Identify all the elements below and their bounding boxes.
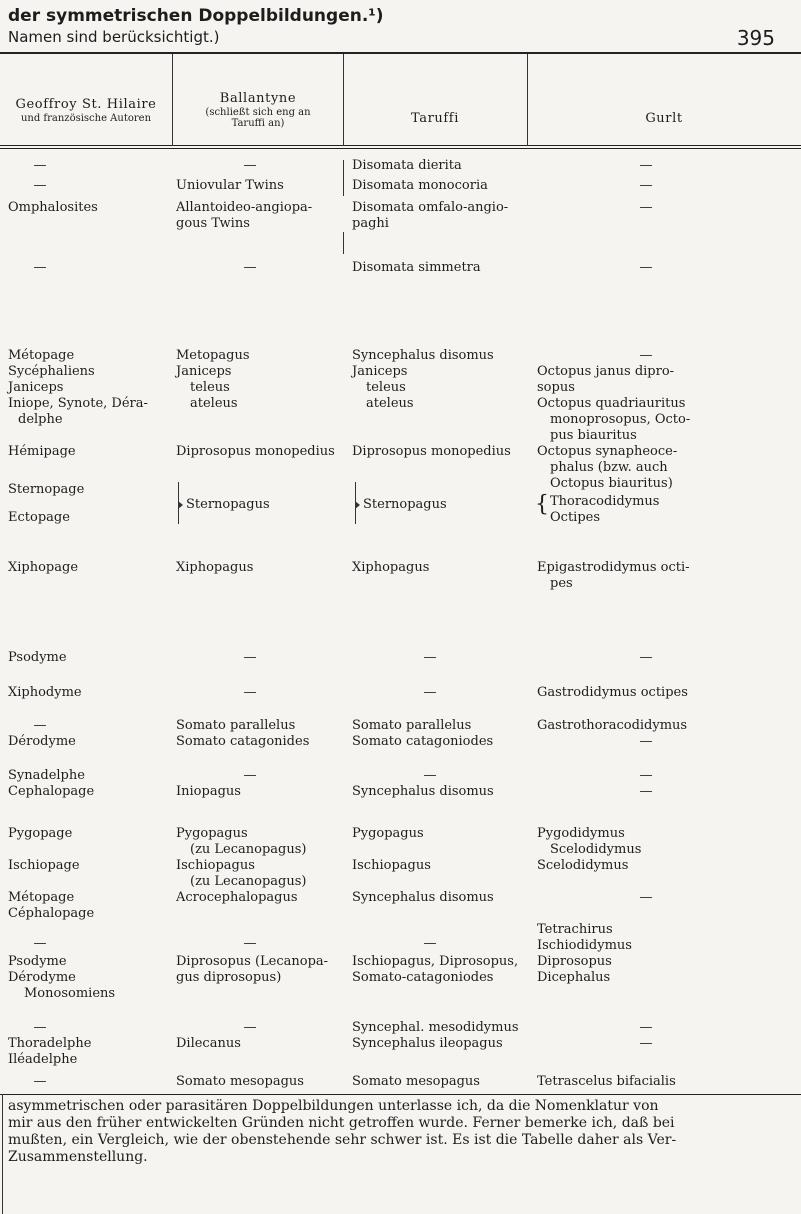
cell: — [639, 890, 653, 905]
cell: — [639, 260, 653, 275]
cell: Diprosopus [537, 954, 612, 969]
cell: Xiphopagus [352, 560, 430, 575]
cell: Octipes [550, 510, 601, 525]
body-text-line: mußten, ein Vergleich, wie der obenstehende sehr schwer ist. Es ist die Tabelle daher als Ver- [8, 1132, 677, 1148]
cell: Sternopage [8, 482, 85, 497]
body-text-line: Zusammenstellung. [8, 1149, 148, 1165]
cell: Pygopagus [176, 826, 248, 841]
body-divider-a [343, 160, 344, 196]
column-header-geoffroy-title: Geoffroy St. Hilaire [15, 97, 157, 112]
cell: Cephalopage [8, 784, 95, 799]
cell: Tetrachirus [537, 922, 613, 937]
cell: Iniope, Synote, Déra- [8, 396, 148, 411]
cell: Pygopagus [352, 826, 424, 841]
column-header-ballantyne-title: Ballantyne [219, 91, 297, 106]
col-divider-3 [527, 54, 528, 146]
cell: Scelodidymus [550, 842, 642, 857]
cell: — [33, 718, 47, 733]
cell: Thoracodidymus [550, 494, 660, 509]
cell: Octopus janus dipro- [537, 364, 675, 379]
cell: Disomata simmetra [352, 260, 481, 275]
column-header-ballantyne-sub2: Taruffi an) [231, 118, 285, 130]
cell: Xiphopage [8, 560, 79, 575]
cell: — [423, 650, 437, 665]
cell: — [243, 768, 257, 783]
column-header-gurlt [529, 112, 799, 127]
cell: — [33, 158, 47, 173]
cell: ateleus [366, 396, 414, 411]
cell: Dérodyme [8, 970, 76, 985]
column-header-geoffroy-sub: und französische Autoren [20, 112, 152, 124]
cell: monoprosopus, Octo- [550, 412, 691, 427]
cell: Ischiopage [8, 858, 80, 873]
cell: Xiphopagus [176, 560, 254, 575]
cell: Métopage [8, 890, 75, 905]
cell: — [639, 1020, 653, 1035]
bracket-tip [178, 501, 183, 509]
cell: Ischiodidymus [537, 938, 632, 953]
cell: Ischiopagus [176, 858, 255, 873]
cell: Iniopagus [176, 784, 241, 799]
cell: Psodyme [8, 650, 67, 665]
cell: teleus [366, 380, 406, 395]
cell: phalus (bzw. auch [550, 460, 668, 475]
cell: Diprosopus monopedius [352, 444, 511, 459]
page-number: 395 [736, 26, 775, 50]
cell: Omphalosites [8, 200, 98, 215]
cell: pes [550, 576, 573, 591]
running-subtitle: Namen sind berücksichtigt.) [8, 28, 220, 46]
cell: Somato-catagoniodes [352, 970, 494, 985]
cell: Sternopagus [186, 497, 270, 512]
cell: Somato catagonides [176, 734, 310, 749]
cell: Syncephalus disomus [352, 784, 494, 799]
cell: Sternopagus [363, 497, 447, 512]
cell: gous Twins [176, 216, 250, 231]
cell: Gastrothoracodidymus [537, 718, 688, 733]
cell: Pygopage [8, 826, 73, 841]
cell: — [423, 936, 437, 951]
cell: Epigastrodidymus octi- [537, 560, 690, 575]
cell: Psodyme [8, 954, 67, 969]
cell: Syncephalus disomus [352, 890, 494, 905]
cell: — [33, 260, 47, 275]
column-header-gurlt-title: Gurlt [645, 111, 683, 126]
cell: — [33, 1074, 47, 1089]
cell: Sycéphaliens [8, 364, 95, 379]
running-title: der symmetrischen Doppelbildungen.¹) [8, 6, 384, 26]
cell: Syncephalus ileopagus [352, 1036, 503, 1051]
cell: Ectopage [8, 510, 70, 525]
cell: — [639, 650, 653, 665]
cell: Metopagus [176, 348, 250, 363]
cell: pus biauritus [550, 428, 637, 443]
cell: — [639, 348, 653, 363]
cell: Diprosopus monopedius [176, 444, 335, 459]
cell: Tetrascelus bifacialis [537, 1074, 676, 1089]
col-divider-1 [172, 54, 173, 146]
left-margin-line [2, 1094, 3, 1214]
col-divider-2 [343, 54, 344, 146]
cell: Acrocephalopagus [176, 890, 298, 905]
cell: Disomata dierita [352, 158, 462, 173]
cell: Janiceps [176, 364, 232, 379]
cell: Dérodyme [8, 734, 76, 749]
top-rule [0, 52, 801, 54]
cell: Allantoideo-angiopa- [176, 200, 313, 215]
cell: Métopage [8, 348, 75, 363]
column-header-taruffi-title: Taruffi [411, 111, 459, 126]
cell: Somato mesopagus [352, 1074, 480, 1089]
cell: Somato mesopagus [176, 1074, 304, 1089]
cell: — [423, 768, 437, 783]
bracket-tip [355, 501, 360, 509]
body-divider-b [343, 232, 344, 254]
cell: (zu Lecanopagus) [190, 842, 307, 857]
column-header-geoffroy [2, 98, 170, 124]
cell: Ischiopagus, Diprosopus, [352, 954, 519, 969]
cell: Janiceps [8, 380, 64, 395]
column-header-taruffi [345, 112, 525, 127]
cell: Somato catagoniodes [352, 734, 494, 749]
cell: — [639, 178, 653, 193]
cell: gus diprosopus) [176, 970, 282, 985]
cell: ateleus [190, 396, 238, 411]
cell: Thoradelphe [8, 1036, 92, 1051]
cell: — [639, 768, 653, 783]
cell: Hémipage [8, 444, 76, 459]
cell: — [243, 158, 257, 173]
cell: Gastrodidymus octipes [537, 685, 688, 700]
cell: — [639, 200, 653, 215]
header-bottom-rule-1 [0, 145, 801, 146]
cell: — [639, 1036, 653, 1051]
cell: — [639, 158, 653, 173]
cell: — [33, 936, 47, 951]
cell: — [243, 260, 257, 275]
cell: — [639, 734, 653, 749]
body-text-line: asymmetrischen oder parasitären Doppelbildungen unterlasse ich, da die Nomenklatur von [8, 1098, 659, 1114]
cell: Diprosopus (Lecanopa- [176, 954, 329, 969]
cell: — [33, 178, 47, 193]
cell: delphe [18, 412, 63, 427]
cell: — [33, 1020, 47, 1035]
column-header-ballantyne-sub1: (schließt sich eng an [205, 106, 311, 118]
cell: (zu Lecanopagus) [190, 874, 307, 889]
column-header-ballantyne [174, 92, 342, 130]
table-bottom-rule [0, 1094, 801, 1095]
cell: Disomata monocoria [352, 178, 488, 193]
cell: Somato parallelus [176, 718, 296, 733]
cell: — [243, 1020, 257, 1035]
cell: — [243, 936, 257, 951]
cell: Iléadelphe [8, 1052, 78, 1067]
cell: Syncephalus disomus [352, 348, 494, 363]
cell: — [243, 650, 257, 665]
cell: Octopus quadriauritus [537, 396, 686, 411]
cell: — [423, 685, 437, 700]
cell: Disomata omfalo-angio- [352, 200, 509, 215]
body-text-line: mir aus den früher entwickelten Gründen nicht getroffen wurde. Ferner bemerke ich, daß bei [8, 1115, 675, 1131]
curly-brace: { [535, 492, 549, 517]
cell: Céphalopage [8, 906, 95, 921]
cell: — [639, 784, 653, 799]
cell: paghi [352, 216, 389, 231]
cell: Ischiopagus [352, 858, 431, 873]
cell: Scelodidymus [537, 858, 629, 873]
cell: — [243, 685, 257, 700]
cell: Janiceps [352, 364, 408, 379]
cell: Synadelphe [8, 768, 85, 783]
cell: Octopus biauritus) [550, 476, 673, 491]
cell: Uniovular Twins [176, 178, 284, 193]
cell: Octopus synapheoce- [537, 444, 678, 459]
header-bottom-rule-2 [0, 148, 801, 149]
cell: Monosomiens [24, 986, 116, 1001]
cell: Pygodidymus [537, 826, 625, 841]
cell: Somato parallelus [352, 718, 472, 733]
cell: Dicephalus [537, 970, 611, 985]
cell: teleus [190, 380, 230, 395]
cell: Syncephal. mesodidymus [352, 1020, 519, 1035]
cell: Dilecanus [176, 1036, 241, 1051]
cell: Xiphodyme [8, 685, 82, 700]
cell: sopus [537, 380, 575, 395]
